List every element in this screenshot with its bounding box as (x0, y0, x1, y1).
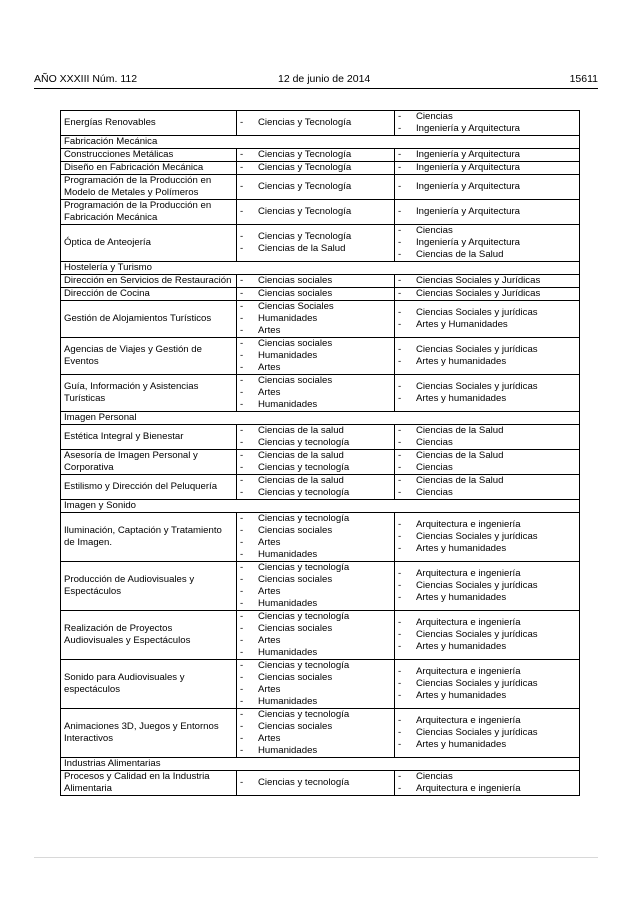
branch-cell (237, 450, 395, 475)
list-item: - Ciencias (398, 225, 576, 237)
degree-branch-cell (395, 562, 580, 611)
list-item: - Ciencias Sociales (240, 301, 391, 313)
table-row (61, 301, 580, 338)
table-row (61, 175, 580, 200)
list-item: - Ingeniería y Arquitectura (398, 181, 576, 193)
branch-cell (237, 513, 395, 562)
family-row (61, 136, 580, 149)
list-item: - Ciencias y tecnología (240, 487, 391, 499)
branch-cell (237, 375, 395, 412)
list-item: - Ciencias de la Salud (398, 450, 576, 462)
list-item: - Artes (240, 684, 391, 696)
list-item: - Ciencias de la Salud (240, 243, 391, 255)
branch-cell (237, 562, 395, 611)
list-item: - Ciencias Sociales y jurídicas (398, 531, 576, 543)
list-item: - Ciencias de la Salud (398, 475, 576, 487)
qualification-name: Programación de la Producción en Fabricación Mecánica (61, 200, 237, 225)
list-item: - Ciencias Sociales y jurídicas (398, 344, 576, 356)
qualification-name: Estilismo y Dirección del Peluquería (61, 475, 237, 500)
table-row (61, 450, 580, 475)
table-row (61, 562, 580, 611)
list-item: - Ciencias Sociales y jurídicas (398, 629, 576, 641)
degree-branch-cell (395, 275, 580, 288)
qualification-name: Construcciones Metálicas (61, 149, 237, 162)
qualification-name: Programación de la Producción en Modelo de Metales y Polímeros (61, 175, 237, 200)
list-item: - Ciencias Sociales y Jurídicas (398, 288, 576, 300)
degree-branch-cell (395, 513, 580, 562)
degree-branch-cell (395, 450, 580, 475)
list-item: - Artes (240, 586, 391, 598)
list-item: - Humanidades (240, 549, 391, 561)
family-row (61, 412, 580, 425)
list-item: - Artes (240, 387, 391, 399)
table-row (61, 111, 580, 136)
list-item: - Artes (240, 325, 391, 337)
degree-branch-cell (395, 660, 580, 709)
branch-cell (237, 162, 395, 175)
list-item: - Artes y humanidades (398, 543, 576, 555)
list-item: - Arquitectura e ingeniería (398, 519, 576, 531)
qualification-name: Estética Integral y Bienestar (61, 425, 237, 450)
list-item: - Ciencias sociales (240, 275, 391, 287)
list-item: - Ciencias Sociales y jurídicas (398, 307, 576, 319)
bulletin-issue: AÑO XXXIII Núm. 112 (34, 73, 138, 85)
list-item: - Arquitectura e ingeniería (398, 666, 576, 678)
list-item: - Ciencias (398, 771, 576, 783)
publication-date: 12 de junio de 2014 (278, 73, 371, 85)
table-row (61, 225, 580, 262)
family-name: Imagen y Sonido (61, 500, 580, 513)
degree-branch-cell (395, 771, 580, 796)
qualification-name: Óptica de Anteojería (61, 225, 237, 262)
degree-correspondence-table (60, 110, 580, 796)
branch-cell (237, 288, 395, 301)
list-item: - Artes y humanidades (398, 393, 576, 405)
branch-cell (237, 225, 395, 262)
branch-cell (237, 611, 395, 660)
list-item: - Humanidades (240, 745, 391, 757)
branch-cell (237, 425, 395, 450)
branch-cell (237, 275, 395, 288)
table-row (61, 149, 580, 162)
list-item: - Arquitectura e ingeniería (398, 617, 576, 629)
qualification-name: Sonido para Audiovisuales y espectáculos (61, 660, 237, 709)
degree-branch-cell (395, 475, 580, 500)
degree-branch-cell (395, 611, 580, 660)
list-item: - Ciencias de la salud (240, 475, 391, 487)
table-row (61, 425, 580, 450)
list-item: - Ciencias sociales (240, 672, 391, 684)
list-item: - Ingeniería y Arquitectura (398, 123, 576, 135)
list-item: - Artes (240, 362, 391, 374)
family-row (61, 500, 580, 513)
list-item: - Ciencias Sociales y Jurídicas (398, 275, 576, 287)
list-item: - Artes y Humanidades (398, 319, 576, 331)
qualification-name: Procesos y Calidad en la Industria Alimentaria (61, 771, 237, 796)
branch-cell (237, 301, 395, 338)
degree-branch-cell (395, 338, 580, 375)
table-row (61, 660, 580, 709)
list-item: - Ciencias y Tecnología (240, 149, 391, 161)
list-item: - Arquitectura e ingeniería (398, 783, 576, 795)
list-item: - Ingeniería y Arquitectura (398, 206, 576, 218)
table-row (61, 338, 580, 375)
branch-cell (237, 475, 395, 500)
qualification-name: Energías Renovables (61, 111, 237, 136)
list-item: - Artes y humanidades (398, 641, 576, 653)
list-item: - Ciencias sociales (240, 721, 391, 733)
qualification-name: Guía, Información y Asistencias Turísticas (61, 375, 237, 412)
list-item: - Ciencias sociales (240, 338, 391, 350)
list-item: - Humanidades (240, 350, 391, 362)
list-item: - Artes y humanidades (398, 739, 576, 751)
table-row (61, 709, 580, 758)
list-item: - Ciencias (398, 462, 576, 474)
qualification-name: Agencias de Viajes y Gestión de Eventos (61, 338, 237, 375)
list-item: - Ciencias sociales (240, 288, 391, 300)
list-item: - Ciencias de la salud (240, 425, 391, 437)
list-item: - Ciencias y Tecnología (240, 181, 391, 193)
list-item: - Ciencias Sociales y jurídicas (398, 678, 576, 690)
list-item: - Ciencias y tecnología (240, 660, 391, 672)
table-row (61, 200, 580, 225)
table-row (61, 288, 580, 301)
list-item: - Ciencias de la salud (240, 450, 391, 462)
degree-branch-cell (395, 425, 580, 450)
degree-branch-cell (395, 175, 580, 200)
table-row (61, 475, 580, 500)
list-item: - Ingeniería y Arquitectura (398, 162, 576, 174)
list-item: - Ingeniería y Arquitectura (398, 149, 576, 161)
list-item: - Ciencias sociales (240, 623, 391, 635)
list-item: - Ciencias y tecnología (240, 777, 391, 789)
branch-cell (237, 338, 395, 375)
list-item: - Ingeniería y Arquitectura (398, 237, 576, 249)
qualification-name: Asesoría de Imagen Personal y Corporativa (61, 450, 237, 475)
table-row (61, 162, 580, 175)
degree-branch-cell (395, 149, 580, 162)
list-item: - Arquitectura e ingeniería (398, 568, 576, 580)
list-item: - Ciencias (398, 111, 576, 123)
table-row (61, 771, 580, 796)
qualification-name: Iluminación, Captación y Tratamiento de Imagen. (61, 513, 237, 562)
qualification-name: Gestión de Alojamientos Turísticos (61, 301, 237, 338)
branch-cell (237, 660, 395, 709)
branch-cell (237, 149, 395, 162)
page-number: 15611 (569, 73, 598, 85)
list-item: - Artes (240, 733, 391, 745)
qualification-name: Realización de Proyectos Audiovisuales y Espectáculos (61, 611, 237, 660)
list-item: - Ciencias Sociales y jurídicas (398, 381, 576, 393)
list-item: - Ciencias y tecnología (240, 437, 391, 449)
list-item: - Artes y humanidades (398, 592, 576, 604)
list-item: - Ciencias y tecnología (240, 513, 391, 525)
degree-branch-cell (395, 288, 580, 301)
branch-cell (237, 175, 395, 200)
list-item: - Artes (240, 635, 391, 647)
list-item: - Artes y humanidades (398, 356, 576, 368)
qualification-name: Dirección de Cocina (61, 288, 237, 301)
qualification-name: Producción de Audiovisuales y Espectáculos (61, 562, 237, 611)
degree-branch-cell (395, 709, 580, 758)
list-item: - Ciencias y tecnología (240, 562, 391, 574)
list-item: - Humanidades (240, 399, 391, 411)
list-item: - Artes y humanidades (398, 690, 576, 702)
page-header (34, 70, 598, 89)
list-item: - Humanidades (240, 696, 391, 708)
branch-cell (237, 111, 395, 136)
family-name: Fabricación Mecánica (61, 136, 580, 149)
family-name: Hostelería y Turismo (61, 262, 580, 275)
branch-cell (237, 200, 395, 225)
list-item: - Ciencias (398, 437, 576, 449)
qualification-name: Animaciones 3D, Juegos y Entornos Interactivos (61, 709, 237, 758)
list-item: - Humanidades (240, 598, 391, 610)
list-item: - Ciencias y tecnología (240, 462, 391, 474)
degree-branch-cell (395, 200, 580, 225)
degree-branch-cell (395, 301, 580, 338)
list-item: - Ciencias (398, 487, 576, 499)
degree-branch-cell (395, 111, 580, 136)
list-item: - Ciencias y Tecnología (240, 206, 391, 218)
list-item: - Ciencias y tecnología (240, 611, 391, 623)
family-name: Imagen Personal (61, 412, 580, 425)
list-item: - Ciencias sociales (240, 375, 391, 387)
branch-cell (237, 771, 395, 796)
list-item: - Humanidades (240, 647, 391, 659)
degree-branch-cell (395, 162, 580, 175)
list-item: - Ciencias y tecnología (240, 709, 391, 721)
family-name: Industrias Alimentarias (61, 758, 580, 771)
footer-divider (34, 857, 598, 858)
table-row (61, 275, 580, 288)
degree-branch-cell (395, 375, 580, 412)
list-item: - Ciencias sociales (240, 525, 391, 537)
list-item: - Ciencias y Tecnología (240, 162, 391, 174)
list-item: - Ciencias y Tecnología (240, 231, 391, 243)
degree-branch-cell (395, 225, 580, 262)
list-item: - Humanidades (240, 313, 391, 325)
qualification-name: Diseño en Fabricación Mecánica (61, 162, 237, 175)
list-item: - Ciencias Sociales y jurídicas (398, 727, 576, 739)
family-row (61, 262, 580, 275)
list-item: - Ciencias Sociales y jurídicas (398, 580, 576, 592)
list-item: - Artes (240, 537, 391, 549)
list-item: - Ciencias de la Salud (398, 425, 576, 437)
table-row (61, 513, 580, 562)
list-item: - Arquitectura e ingeniería (398, 715, 576, 727)
table-row (61, 375, 580, 412)
list-item: - Ciencias de la Salud (398, 249, 576, 261)
table-body (61, 111, 580, 796)
qualification-name: Dirección en Servicios de Restauración (61, 275, 237, 288)
list-item: - Ciencias y Tecnología (240, 117, 391, 129)
list-item: - Ciencias sociales (240, 574, 391, 586)
branch-cell (237, 709, 395, 758)
family-row (61, 758, 580, 771)
table-row (61, 611, 580, 660)
